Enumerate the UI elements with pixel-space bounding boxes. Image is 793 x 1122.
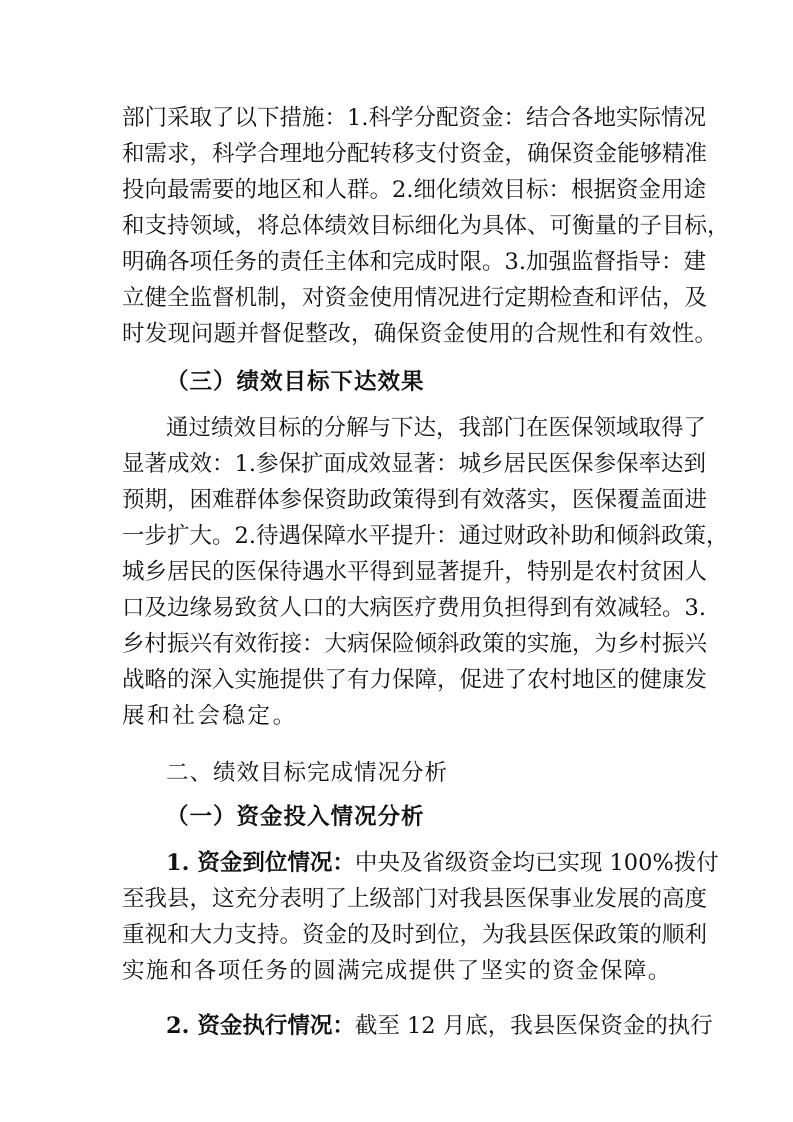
- paragraph-line: 立健全监督机制，对资金使用情况进行定期检查和评估，及: [122, 285, 708, 311]
- paragraph-line: 通过绩效目标的分解与下达，我部门在医保领域取得了: [166, 415, 707, 441]
- paragraph-line: 战略的深入实施提供了有力保障，促进了农村地区的健康发: [122, 667, 708, 693]
- paragraph-line: 口及边缘易致贫人口的大病医疗费用负担得到有效减轻。3.: [122, 595, 706, 621]
- paragraph-line: 至我县，这充分表明了上级部门对我县医保事业发展的高度: [122, 886, 708, 912]
- paragraph-line: 城乡居民的医保待遇水平得到显著提升，特别是农村贫困人: [122, 559, 708, 585]
- section-heading: （三）绩效目标下达效果: [166, 369, 425, 395]
- chapter-heading: 二、绩效目标完成情况分析: [166, 760, 449, 786]
- paragraph-line: 和支持领域，将总体绩效目标细化为具体、可衡量的子目标，: [122, 213, 730, 239]
- paragraph-line: 部门采取了以下措施：1.科学分配资金：结合各地实际情况: [122, 105, 706, 131]
- paragraph-line: 乡村振兴有效衔接：大病保险倾斜政策的实施，为乡村振兴: [122, 631, 708, 657]
- item-line: [166, 1008, 713, 1044]
- section-heading: （一）资金投入情况分析: [166, 804, 425, 830]
- item-text: 中央及省级资金均已实现 100%拨付: [354, 850, 719, 876]
- item-text: 截至 12 月底，我县医保资金的执行: [354, 1013, 713, 1039]
- paragraph-line: 明确各项任务的责任主体和完成时限。3.加强监督指导：建: [122, 249, 706, 275]
- item-label: 2. 资金执行情况：: [166, 1013, 355, 1039]
- paragraph-line: 实施和各项任务的圆满完成提供了坚实的资金保障。: [122, 958, 672, 984]
- paragraph-line: 和需求，科学合理地分配转移支付资金，确保资金能够精准: [122, 141, 708, 167]
- paragraph-line: 重视和大力支持。资金的及时到位，为我县医保政策的顺利: [122, 922, 708, 948]
- paragraph-line: 显著成效：1.参保扩面成效显著：城乡居民医保参保率达到: [122, 451, 706, 477]
- item-line: [166, 845, 719, 881]
- paragraph-line: 一步扩大。2.待遇保障水平提升：通过财政补助和倾斜政策，: [122, 523, 729, 549]
- paragraph-line: 投向最需要的地区和人群。2.细化绩效目标：根据资金用途: [122, 177, 706, 203]
- item-label: 1. 资金到位情况：: [166, 850, 355, 876]
- paragraph-line: 时发现问题并督促整改，确保资金使用的合规性和有效性。: [122, 321, 718, 347]
- paragraph-line: 展和社会稳定。: [122, 703, 298, 729]
- paragraph-line: 预期，困难群体参保资助政策得到有效落实，医保覆盖面进: [122, 487, 708, 513]
